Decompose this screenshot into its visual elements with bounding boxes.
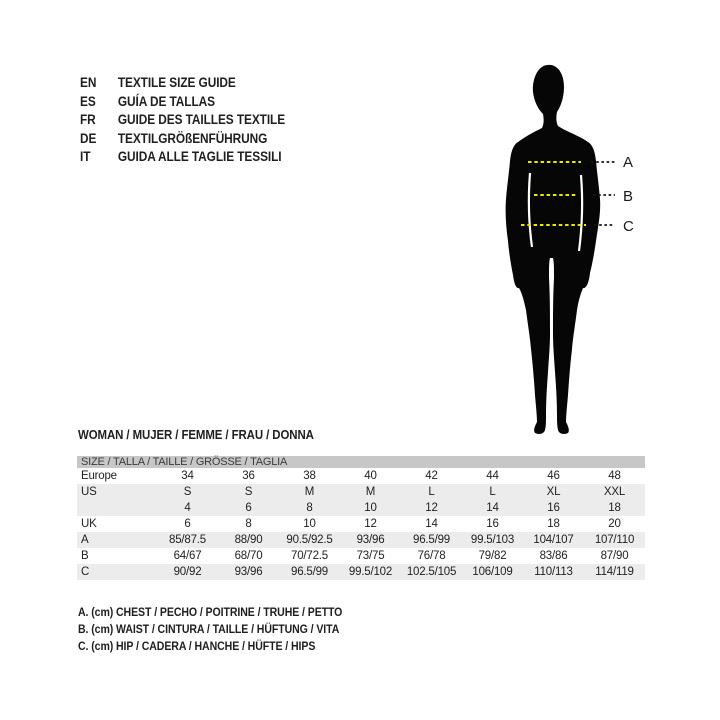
row-label: Europe xyxy=(81,470,117,482)
table-row xyxy=(77,468,645,484)
table-cell: L xyxy=(428,486,435,498)
table-cell: 96.5/99 xyxy=(291,566,328,578)
table-cell: 16 xyxy=(486,518,499,530)
marker-label-b: B xyxy=(623,188,634,205)
language-title: TEXTILGRÖßENFÜHRUNG xyxy=(117,130,268,146)
table-cell: 8 xyxy=(306,502,313,514)
table-cell: 38 xyxy=(303,470,316,482)
table-cell: 93/96 xyxy=(356,534,385,546)
language-title: GUÍA DE TALLAS xyxy=(117,93,215,109)
language-code: ES xyxy=(80,93,96,109)
row-label: C xyxy=(81,566,90,578)
table-row xyxy=(77,564,645,580)
table-cell: 14 xyxy=(486,502,499,514)
table-cell: 48 xyxy=(608,470,621,482)
table-cell: 107/110 xyxy=(594,534,635,546)
table-cell: 102.5/105 xyxy=(406,566,457,578)
table-cell: S xyxy=(183,486,192,498)
table-cell: 96.5/99 xyxy=(413,534,450,546)
table-row xyxy=(77,548,645,564)
marker-label-a: A xyxy=(623,154,634,171)
table-cell: 10 xyxy=(303,518,316,530)
legend-line: B. (cm) WAIST / CINTURA / TAILLE / HÜFTUNG / VITA xyxy=(78,622,340,636)
table-cell: 10 xyxy=(364,502,377,514)
size-table-rows xyxy=(77,468,645,580)
woman-silhouette xyxy=(506,65,601,434)
table-cell: 42 xyxy=(425,470,438,482)
table-cell: XL xyxy=(546,486,561,498)
table-cell: 90/92 xyxy=(173,566,202,578)
table-cell: L xyxy=(489,486,496,498)
language-title: TEXTILE SIZE GUIDE xyxy=(117,75,236,90)
table-cell: 6 xyxy=(184,518,191,530)
table-cell: XXL xyxy=(603,486,626,498)
table-cell: 8 xyxy=(245,518,252,530)
table-cell: 106/109 xyxy=(472,566,513,578)
table-cell: 4 xyxy=(184,502,191,514)
measure-legend xyxy=(78,604,342,655)
size-table xyxy=(77,456,645,580)
row-label xyxy=(77,500,157,516)
row-label: A xyxy=(81,534,89,546)
language-code: EN xyxy=(80,75,97,90)
table-cell: 99.5/103 xyxy=(470,534,515,546)
table-cell: 114/119 xyxy=(595,566,634,578)
table-row xyxy=(77,532,645,548)
language-row xyxy=(80,130,285,149)
table-cell: 88/90 xyxy=(234,534,263,546)
language-title: GUIDE DES TAILLES TEXTILE xyxy=(117,112,286,128)
row-label: US xyxy=(81,486,97,498)
size-table-header: SIZE / TALLA / TAILLE / GRÖSSE / TAGLIA xyxy=(77,456,645,468)
table-cell: 73/75 xyxy=(356,550,385,562)
table-cell: 18 xyxy=(608,502,621,514)
table-cell: 79/82 xyxy=(478,550,507,562)
table-row xyxy=(77,516,645,532)
language-title: GUIDA ALLE TAGLIE TESSILI xyxy=(117,149,282,165)
table-row xyxy=(77,484,645,500)
legend-line: C. (cm) HIP / CADERA / HANCHE / HÜFTE / HIPS xyxy=(78,639,316,653)
table-cell: 64/67 xyxy=(173,550,202,562)
gender-heading: WOMAN / MUJER / FEMME / FRAU / DONNA xyxy=(78,427,314,442)
table-cell: 110/113 xyxy=(534,566,573,578)
table-cell: 46 xyxy=(547,470,560,482)
table-cell: 44 xyxy=(486,470,499,482)
marker-label-c: C xyxy=(623,218,634,235)
table-cell: S xyxy=(244,486,253,498)
table-cell: 68/70 xyxy=(234,550,263,562)
table-cell: 12 xyxy=(364,518,377,530)
table-cell: 85/87.5 xyxy=(169,534,206,546)
table-cell: M xyxy=(304,486,315,498)
woman-silhouette-figure xyxy=(470,55,660,445)
table-cell: 18 xyxy=(547,518,560,530)
table-cell: 70/72.5 xyxy=(291,550,328,562)
language-row xyxy=(80,74,285,93)
language-row xyxy=(80,93,285,112)
table-cell: 90.5/92.5 xyxy=(286,534,333,546)
table-cell: M xyxy=(365,486,376,498)
row-label: UK xyxy=(81,518,97,530)
table-cell: 12 xyxy=(425,502,438,514)
table-cell: 6 xyxy=(245,502,252,514)
table-cell: 14 xyxy=(425,518,438,530)
table-cell: 104/107 xyxy=(533,534,574,546)
table-cell: 99.5/102 xyxy=(348,566,393,578)
row-label: B xyxy=(81,550,89,562)
table-cell: 87/90 xyxy=(600,550,629,562)
language-code: IT xyxy=(80,149,91,165)
table-cell: 76/78 xyxy=(417,550,446,562)
table-cell: 93/96 xyxy=(234,566,263,578)
language-row xyxy=(80,111,285,130)
table-row xyxy=(77,500,645,516)
table-cell: 83/86 xyxy=(539,550,568,562)
table-cell: 34 xyxy=(181,470,194,482)
table-cell: 40 xyxy=(364,470,377,482)
language-row xyxy=(80,148,285,167)
language-code: FR xyxy=(80,112,96,128)
table-cell: 20 xyxy=(608,518,621,530)
language-code: DE xyxy=(80,130,97,146)
legend-line: A. (cm) CHEST / PECHO / POITRINE / TRUHE / PETTO xyxy=(78,605,343,619)
table-cell: 16 xyxy=(547,502,560,514)
table-cell: 36 xyxy=(242,470,255,482)
language-title-list xyxy=(80,74,285,167)
